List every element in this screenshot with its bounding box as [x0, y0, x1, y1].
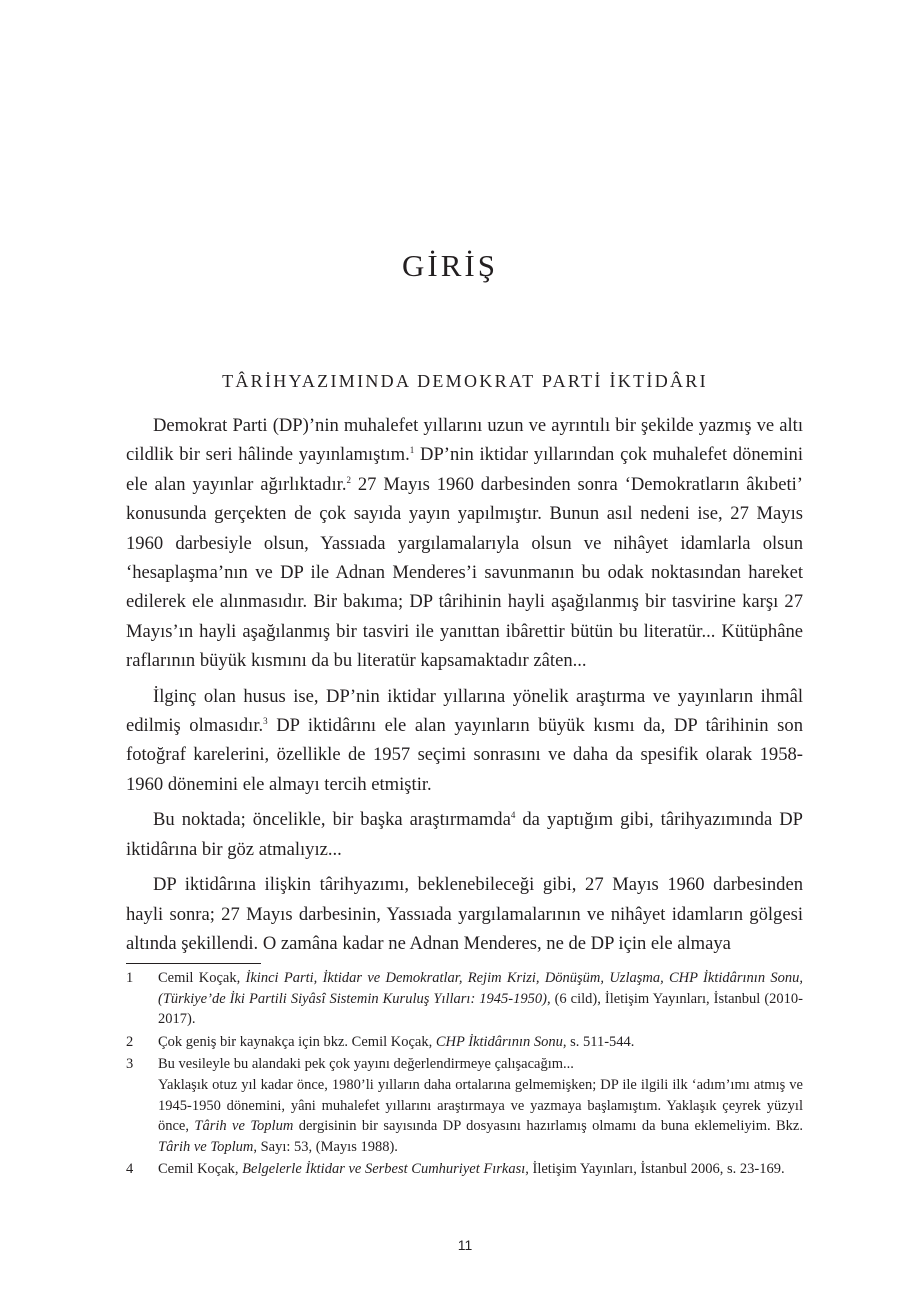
- footnote-ref: 2: [346, 474, 351, 485]
- text-run: Târih ve Toplum: [158, 1138, 254, 1155]
- footnote-text: [158, 1032, 803, 1053]
- footnote-number: 1: [126, 970, 134, 986]
- text-run: Bu vesileyle bu alandaki pek çok yayını değerlendirmeye çalışacağım...: [158, 1056, 574, 1073]
- footnotes: [126, 968, 803, 1182]
- footnote-ref: 1: [409, 445, 415, 456]
- text-run: Belgelerle İktidar ve Serbest Cumhuriyet Fırkası: [242, 1161, 526, 1178]
- text-run: DP iktidârına ilişkin târihyazımı, beklenebileceği gibi, 27 Mayıs 1960 darbesinden hayli sonra; 27 Mayıs darbesinin, Yassıada yargılamalarının ve nihâyet idamların gölgesi altında şekillendi. O zamâna kadar ne Adnan Menderes, ne de DP için ele almaya: [126, 874, 803, 954]
- text-run: DP’nin iktidar yıllarından çok muhalefet dönemini ele alan yayınlar ağırlıktadır.: [126, 444, 803, 495]
- footnote-ref: 3: [263, 715, 268, 726]
- text-run: , (6 cild), İletişim Yayınları, İstanbul (2010-2017).: [158, 990, 803, 1028]
- footnote-ref: 4: [510, 810, 516, 821]
- body-text: [126, 411, 803, 964]
- footnote: [126, 968, 803, 1030]
- chapter-title: GİRİŞ: [402, 248, 498, 283]
- footnote-number: 2: [126, 1033, 134, 1050]
- text-run: , Sayı: 53, (Mayıs 1988).: [253, 1138, 398, 1155]
- footnote-paragraph: [158, 1075, 803, 1157]
- text-run: da yaptığım gibi, târihyazımında DP iktidârına bir göz atmalıyız...: [126, 809, 803, 860]
- text-run: İlginç olan husus ise, DP’nin iktidar yıllarına yönelik araştırma ve yayınların ihmâl edilmiş olmasıdır.: [126, 685, 803, 737]
- text-run: Bu noktada; öncelikle, bir başka araştırmamda: [153, 809, 511, 831]
- footnote-paragraph: [158, 1159, 803, 1180]
- footnote-text: [158, 1054, 803, 1157]
- body-paragraph: [126, 805, 803, 864]
- footnote-paragraph: [158, 1054, 803, 1075]
- footnote-number: 3: [126, 1056, 134, 1073]
- text-run: Çok geniş bir kaynakça için bkz. Cemil Koçak,: [158, 1033, 436, 1050]
- body-paragraph: [126, 870, 803, 958]
- text-run: Cemil Koçak,: [158, 1161, 243, 1178]
- footnote-paragraph: [158, 1032, 803, 1053]
- footnote-number: 4: [126, 1161, 134, 1178]
- footnote-separator: [126, 963, 261, 964]
- text-run: Cemil Koçak,: [158, 970, 246, 986]
- footnote-text: [158, 1159, 803, 1180]
- section-heading: TÂRİHYAZIMINDA DEMOKRAT PARTİ İKTİDÂRI: [222, 371, 708, 391]
- text-run: DP iktidârını ele alan yayınların büyük kısmı da, DP târihinin son fotoğraf karelerini, özellikle de 1957 seçimi sonrasını ve daha da spesifik olarak 1958-1960 dönemini ele almayı tercih etmiştir.: [126, 715, 803, 795]
- text-run: , İletişim Yayınları, İstanbul 2006, s. 23-169.: [525, 1161, 785, 1178]
- page-number: 11: [457, 1237, 473, 1253]
- footnote: [126, 1054, 803, 1157]
- text-run: CHP İktidârının Sonu: [435, 1033, 563, 1050]
- text-run: Demokrat Parti (DP)’nin muhalefet yıllarını uzun ve ayrıntılı bir şekilde yazmış ve altı cildlik bir seri hâlinde yayınlamıştım.: [126, 415, 803, 466]
- text-run: Târih ve Toplum: [194, 1118, 294, 1135]
- text-run: İkinci Parti, İktidar ve Demokratlar, Rejim Krizi, Dönüşüm, Uzlaşma, CHP İktidârının Sonu, (Türkiye’de İki Partili Siyâsî Sistemin Kuruluş Yılları: 1945-1950): [158, 970, 804, 1007]
- footnote: [126, 1032, 803, 1053]
- footnote-paragraph: [158, 968, 803, 1030]
- text-run: 27 Mayıs 1960 darbesinden sonra ‘Demokratların âkıbeti’ konusunda gerçekten de çok sayıda yayın yapılmıştır. Bunun asıl nedeni ise, 27 Mayıs 1960 darbesiyle olsun, Yassıada yargılamalarıyla olsun ve nihâyet idamlarla olsun ‘hesaplaşma’nın ve DP ile Adnan Menderes’i savunmanın bu odak noktasından hareket edilerek ele alınmasıdır. Bir bakıma; DP târihinin hayli aşağılanmış bir tasvirine karşı 27 Mayıs’ın hayli aşağılanmış bir tasviri ile yanıttan ibârettir bütün bu literatür... Kütüphâne raflarının büyük kısmını da bu literatür kapsamaktadır zâten...: [126, 473, 803, 672]
- body-paragraph: [126, 411, 803, 676]
- text-run: Yaklaşık otuz yıl kadar önce, 1980’li yılların daha ortalarına gelmemişken; DP ile ilgili ilk ‘adım’ımı atmış ve 1945-1950 dönemini, yâni muhalefet yıllarını araştırmaya ve yazmaya başlamıştım. Yaklaşık çeyrek yüzyıl önce,: [158, 1076, 803, 1135]
- footnote: [126, 1159, 803, 1180]
- text-run: dergisinin bir sayısında DP dosyasını hazırlamış olmamı da buna eklemeliyim. Bkz.: [293, 1118, 803, 1135]
- text-run: , s. 511-544.: [562, 1033, 635, 1050]
- body-paragraph: [126, 682, 803, 800]
- footnote-text: [158, 968, 803, 1030]
